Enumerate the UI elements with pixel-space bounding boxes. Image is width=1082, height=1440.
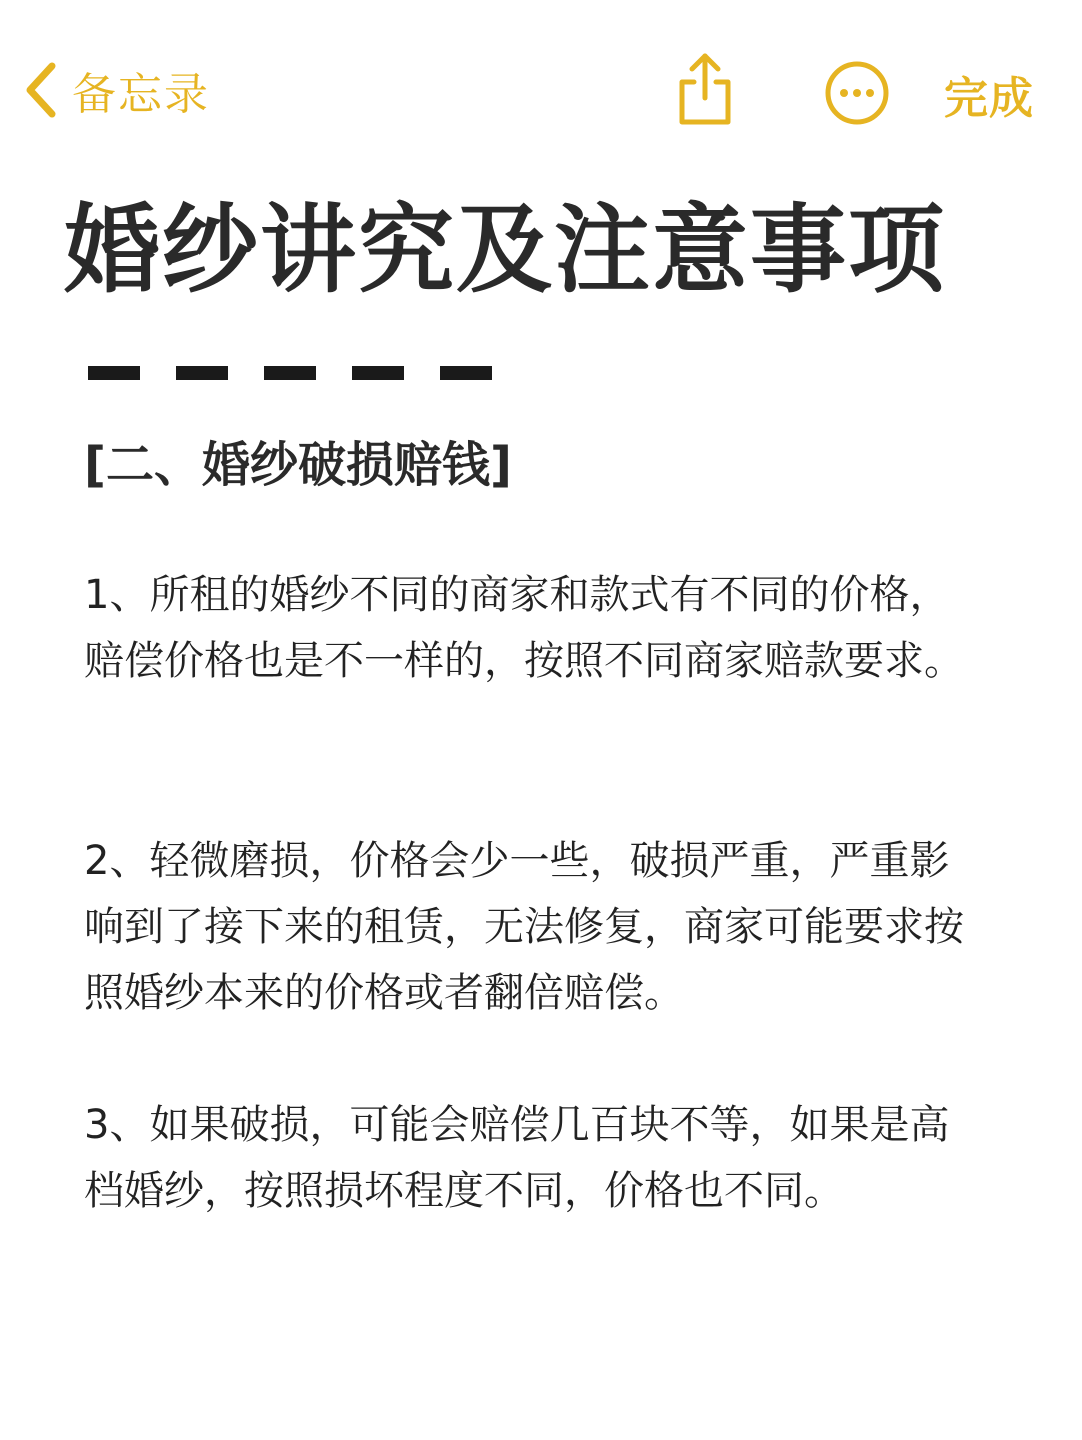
divider-dash (88, 366, 140, 380)
note-title: 婚纱讲究及注意事项 (64, 194, 946, 306)
chevron-left-icon (22, 60, 58, 120)
section-heading: [二、婚纱破损赔钱] (84, 437, 512, 493)
share-button[interactable] (672, 50, 738, 128)
divider-dash (264, 366, 316, 380)
divider-dash (352, 366, 404, 380)
divider-dash (176, 366, 228, 380)
divider-dash (440, 366, 492, 380)
done-button[interactable]: 完成 (944, 73, 1034, 124)
paragraph-3: 3、如果破损，可能会赔偿几百块不等，如果是高档婚纱，按照损坏程度不同，价格也不同。 (84, 1102, 950, 1214)
more-button[interactable] (824, 60, 890, 126)
more-icon (824, 111, 890, 130)
navigation-bar (0, 0, 1082, 180)
back-button[interactable] (22, 58, 210, 122)
paragraph-1: 1、所租的婚纱不同的商家和款式有不同的价格，赔偿价格也是不一样的，按照不同商家赔款要求。 (84, 572, 964, 684)
dashed-divider (88, 366, 528, 380)
back-label: 备忘录 (72, 69, 210, 120)
share-icon (672, 113, 738, 132)
paragraph-2: 2、轻微磨损，价格会少一些，破损严重，严重影响到了接下来的租赁，无法修复，商家可能要求按照婚纱本来的价格或者翻倍赔偿。 (84, 838, 964, 1016)
